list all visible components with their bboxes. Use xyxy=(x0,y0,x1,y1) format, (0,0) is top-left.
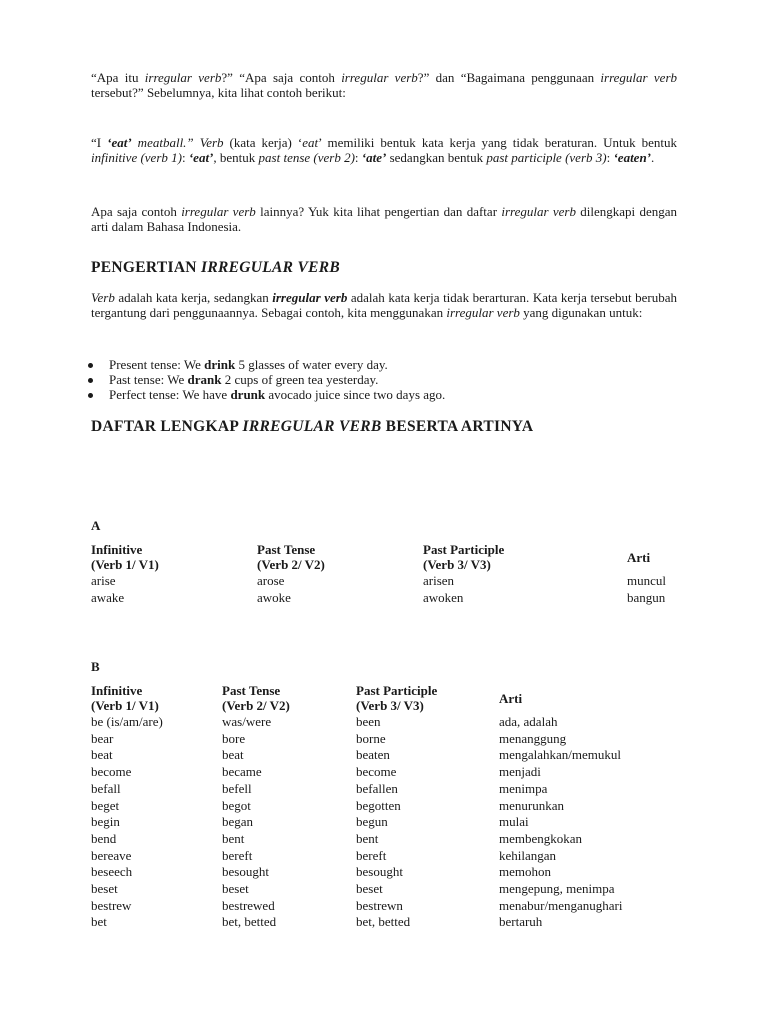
infinitive-cell: befall xyxy=(91,780,121,796)
text-run: ‘eaten’ xyxy=(613,150,652,165)
infinitive-cell: bet xyxy=(91,914,107,930)
text-run: 5 glasses of water every day. xyxy=(235,357,388,372)
text-run: Verb xyxy=(91,290,115,305)
text-run: avocado juice since two days ago. xyxy=(265,387,446,402)
example-text xyxy=(109,357,388,372)
text-run: “Apa itu xyxy=(91,70,145,85)
past-participle-cell: become xyxy=(356,764,397,780)
text-run: adalah kata kerja, sedangkan xyxy=(114,290,273,305)
infinitive-cell: arise xyxy=(91,573,116,588)
text-run: ?” “Apa saja contoh xyxy=(221,70,342,85)
text-run: IRREGULAR VERB xyxy=(242,418,382,435)
text-run: 2 cups of green tea yesterday. xyxy=(221,372,379,387)
past-participle-cell: bestrewn xyxy=(356,897,403,913)
infinitive-cell: beset xyxy=(91,881,118,897)
infinitive-cell: beat xyxy=(91,747,113,763)
infinitive-cell: beget xyxy=(91,797,120,813)
past-tense-cell: bestrewed xyxy=(222,897,275,913)
table-row xyxy=(91,881,677,898)
header-arti: Arti xyxy=(627,549,651,565)
past-participle-cell: begotten xyxy=(356,797,401,813)
text-run: irregular verb xyxy=(272,290,348,305)
past-participle-cell: bet, betted xyxy=(356,914,411,930)
bullet-icon xyxy=(88,378,93,383)
text-run: Verb xyxy=(199,135,224,150)
arti-cell: menurunkan xyxy=(499,797,564,813)
text-run: ’ memiliki bentuk kata kerja yang tidak beraturan. Untuk bentuk xyxy=(318,135,678,150)
text-run: IRREGULAR VERB xyxy=(200,259,340,276)
bullet-icon xyxy=(88,393,93,398)
section-letter-a: A xyxy=(91,518,101,533)
definition-paragraph xyxy=(91,290,677,320)
past-tense-cell: beset xyxy=(222,881,249,897)
table-header-row xyxy=(91,542,677,573)
table-row xyxy=(91,898,677,915)
arti-cell: bertaruh xyxy=(499,914,543,930)
list-item xyxy=(91,372,677,387)
text-run: Apa saja contoh xyxy=(91,204,182,219)
text-run: drink xyxy=(204,357,236,372)
verb-table-a xyxy=(91,542,677,606)
text-run: sedangkan bentuk xyxy=(386,150,487,165)
heading-pengertian xyxy=(91,259,340,277)
past-participle-cell: bent xyxy=(356,830,379,846)
table-row xyxy=(91,781,677,798)
table-row xyxy=(91,747,677,764)
text-run: : xyxy=(606,150,614,165)
past-participle-cell: beaten xyxy=(356,747,390,763)
arti-cell: mengepung, menimpa xyxy=(499,881,615,897)
text-run: ‘ate’ xyxy=(361,150,387,165)
table-row xyxy=(91,798,677,815)
infinitive-cell: become xyxy=(91,764,132,780)
infinitive-cell: awake xyxy=(91,589,125,605)
infinitive-cell: bear xyxy=(91,730,114,746)
example-text xyxy=(109,387,445,402)
past-participle-cell: bereft xyxy=(356,847,387,863)
table-row xyxy=(91,714,677,731)
past-tense-cell: befell xyxy=(222,780,252,796)
arti-cell: menjadi xyxy=(499,764,541,780)
arti-cell: mengalahkan/memukul xyxy=(499,747,622,763)
table-row xyxy=(91,731,677,748)
section-letter-b: B xyxy=(91,659,100,674)
text-run: irregular verb xyxy=(341,70,418,85)
table-row xyxy=(91,590,677,607)
header-infinitive: Infinitive (Verb 1/ V1) xyxy=(91,683,159,713)
text-run: irregular verb xyxy=(600,70,678,85)
past-tense-cell: was/were xyxy=(222,714,272,729)
heading-daftar-lengkap xyxy=(91,418,533,436)
list-item xyxy=(91,387,677,402)
text-run: “I xyxy=(91,135,108,150)
past-tense-cell: bereft xyxy=(222,847,253,863)
text-run: yang digunakan untuk: xyxy=(519,305,643,320)
past-participle-cell: befallen xyxy=(356,780,398,796)
text-run: drunk xyxy=(230,387,266,402)
text-run: drank xyxy=(187,372,222,387)
past-participle-cell: arisen xyxy=(423,573,455,588)
text-run: adalah kata kerja tidak berarturan. Kata kerja tersebut berubah tergantung dari penggunaannya. Sebagai contoh, kita menggunakan xyxy=(91,290,678,320)
verb-table-b xyxy=(91,683,677,931)
arti-cell: menimpa xyxy=(499,780,548,796)
text-run: tersebut?” Sebelumnya, kita lihat contoh berikut: xyxy=(91,85,346,100)
past-tense-cell: became xyxy=(222,764,262,780)
intro-paragraph-2 xyxy=(91,135,677,165)
text-run: past participle (verb 3) xyxy=(486,150,607,165)
text-run: . xyxy=(651,150,655,165)
past-tense-cell: besought xyxy=(222,864,269,880)
table-row xyxy=(91,914,677,931)
header-infinitive: Infinitive (Verb 1/ V1) xyxy=(91,542,159,572)
arti-cell: muncul xyxy=(627,573,666,588)
arti-cell: memohon xyxy=(499,864,551,880)
text-run: ‘eat’ xyxy=(107,135,132,150)
text-run: ‘eat’ xyxy=(188,150,214,165)
table-row xyxy=(91,764,677,781)
text-run: , bentuk xyxy=(213,150,259,165)
past-tense-cell: beat xyxy=(222,747,244,763)
past-tense-cell: awoke xyxy=(257,589,291,605)
past-participle-cell: been xyxy=(356,714,381,729)
text-run: eat xyxy=(302,135,319,150)
infinitive-cell: be (is/am/are) xyxy=(91,714,163,729)
header-past-participle: Past Participle (Verb 3/ V3) xyxy=(423,542,505,572)
infinitive-cell: bend xyxy=(91,830,117,846)
header-past-tense: Past Tense (Verb 2/ V2) xyxy=(257,542,325,572)
text-run: Past tense: We xyxy=(109,372,188,387)
infinitive-cell: begin xyxy=(91,814,120,830)
infinitive-cell: beseech xyxy=(91,864,133,880)
table-header-row xyxy=(91,683,677,714)
header-arti: Arti xyxy=(499,690,523,706)
text-run: irregular verb xyxy=(144,70,222,85)
list-item xyxy=(91,357,677,372)
past-participle-cell: borne xyxy=(356,730,386,746)
infinitive-cell: bestrew xyxy=(91,897,132,913)
infinitive-cell: bereave xyxy=(91,847,132,863)
text-run: irregular verb xyxy=(181,204,256,219)
past-tense-cell: bet, betted xyxy=(222,914,277,930)
past-tense-cell: bent xyxy=(222,830,245,846)
past-participle-cell: besought xyxy=(356,864,403,880)
text-run: infinitive (verb 1) xyxy=(91,150,182,165)
text-run: PENGERTIAN xyxy=(91,259,201,276)
text-run: (kata kerja) ‘ xyxy=(223,135,303,150)
text-run: Perfect tense: We have xyxy=(109,387,231,402)
text-run: lainnya? Yuk kita lihat pengertian dan daftar xyxy=(255,204,502,219)
intro-paragraph-3 xyxy=(91,204,677,234)
arti-cell: bangun xyxy=(627,589,666,605)
past-tense-cell: begot xyxy=(222,797,251,813)
arti-cell: mulai xyxy=(499,814,529,830)
text-run: DAFTAR LENGKAP xyxy=(91,418,243,435)
bullet-icon xyxy=(88,363,93,368)
arti-cell: ada, adalah xyxy=(499,714,558,729)
table-row xyxy=(91,573,677,590)
past-tense-cell: arose xyxy=(257,573,285,588)
text-run: : xyxy=(354,150,362,165)
header-past-participle: Past Participle (Verb 3/ V3) xyxy=(356,683,438,713)
arti-cell: kehilangan xyxy=(499,847,557,863)
past-participle-cell: begun xyxy=(356,814,388,830)
text-run: meatball.” xyxy=(131,135,200,150)
table-row xyxy=(91,831,677,848)
text-run: dilengkapi dengan arti dalam Bahasa Indonesia. xyxy=(91,204,677,234)
example-list xyxy=(91,357,677,402)
text-run: irregular verb xyxy=(446,305,520,320)
table-row xyxy=(91,814,677,831)
text-run: irregular verb xyxy=(501,204,576,219)
text-run: BESERTA ARTINYA xyxy=(381,418,534,435)
past-tense-cell: began xyxy=(222,814,254,830)
table-row xyxy=(91,848,677,865)
arti-cell: membengkokan xyxy=(499,830,583,846)
text-run: ?” dan “Bagaimana penggunaan xyxy=(417,70,601,85)
header-past-tense: Past Tense (Verb 2/ V2) xyxy=(222,683,290,713)
text-run: Present tense: We xyxy=(109,357,205,372)
arti-cell: menanggung xyxy=(499,730,567,746)
text-run: past tense (verb 2) xyxy=(258,150,355,165)
past-tense-cell: bore xyxy=(222,730,246,746)
table-row xyxy=(91,864,677,881)
intro-paragraph-1 xyxy=(91,70,677,100)
example-text xyxy=(109,372,378,387)
past-participle-cell: beset xyxy=(356,881,383,897)
past-participle-cell: awoken xyxy=(423,589,464,605)
text-run: : xyxy=(181,150,189,165)
arti-cell: menabur/menganughari xyxy=(499,897,623,913)
